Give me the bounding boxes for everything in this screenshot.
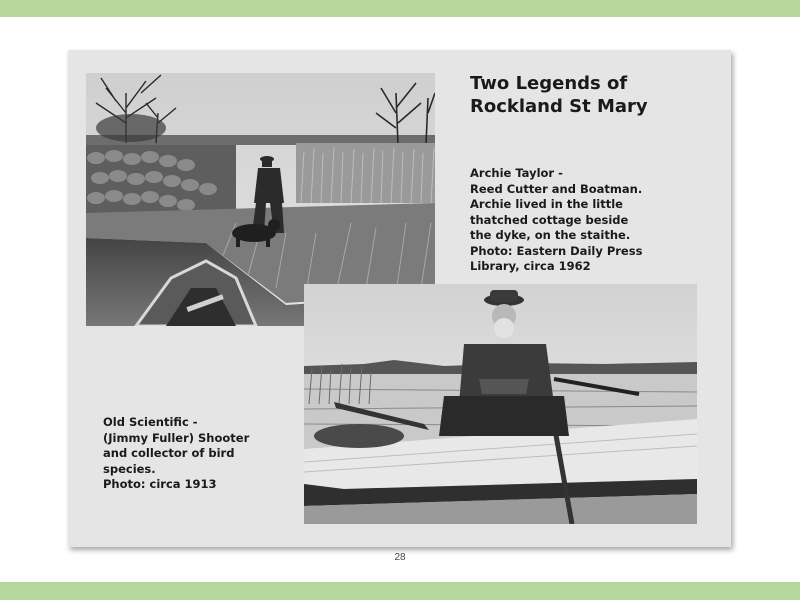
caption-line: Old Scientific -: [103, 415, 198, 429]
photo-old-scientific: [304, 284, 697, 524]
bottom-green-band: [0, 582, 800, 600]
page-title: [470, 72, 730, 118]
title-line: Rockland St Mary: [470, 96, 648, 117]
caption-old-scientific: [103, 415, 249, 493]
caption-line: Library, circa 1962: [470, 259, 591, 273]
caption-line: Reed Cutter and Boatman.: [470, 181, 643, 196]
caption-line: Archie lived in the little: [470, 197, 623, 211]
caption-line: species.: [103, 461, 156, 476]
top-green-band: [0, 0, 800, 17]
caption-line: Photo: Eastern Daily Press: [470, 243, 643, 258]
caption-archie-taylor: [470, 166, 642, 275]
caption-line: the dyke, on the staithe.: [470, 228, 631, 242]
caption-line: (Jimmy Fuller) Shooter: [103, 430, 250, 445]
caption-line: and collector of bird: [103, 446, 235, 460]
title-line: Two Legends of: [470, 73, 628, 94]
caption-line: Archie Taylor -: [470, 166, 563, 180]
caption-line: thatched cottage beside: [470, 212, 629, 227]
caption-line: Photo: circa 1913: [103, 477, 217, 491]
punt-gunner-photo: [304, 284, 697, 524]
page-number: 28: [394, 552, 406, 563]
